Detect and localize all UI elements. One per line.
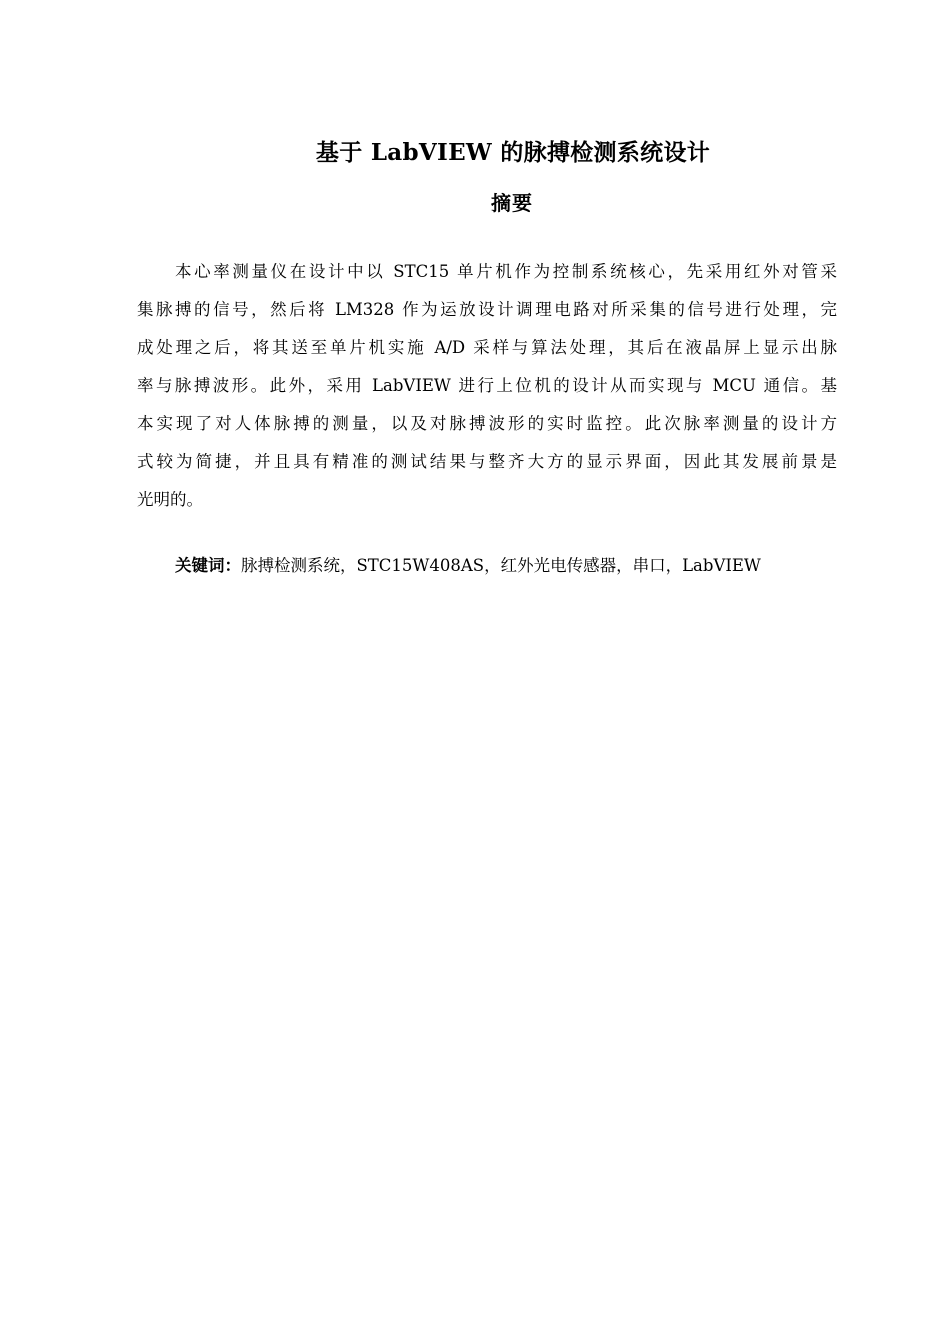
abstract-body (137, 258, 837, 524)
abstract-line: 光明的。 (137, 490, 203, 509)
keywords-text: 脉搏检测系统，STC15W408AS，红外光电传感器，串口，LabVIEW (241, 556, 761, 575)
keywords-line (175, 552, 761, 580)
keywords-label: 关键词： (175, 556, 241, 575)
abstract-line: 本实现了对人体脉搏的测量，以及对脉搏波形的实时监控。此次脉率测量的设计方 (137, 414, 837, 433)
abstract-heading: 摘要 (491, 191, 533, 215)
abstract-line: 成处理之后，将其送至单片机实施 A/D 采样与算法处理，其后在液晶屏上显示出脉 (137, 338, 837, 357)
abstract-line: 率与脉搏波形。此外，采用 LabVIEW 进行上位机的设计从而实现与 MCU 通信。基 (137, 376, 837, 395)
abstract-line: 集脉搏的信号，然后将 LM328 作为运放设计调理电路对所采集的信号进行处理，完 (137, 300, 837, 319)
abstract-line: 本心率测量仪在设计中以 STC15 单片机作为控制系统核心，先采用红外对管采 (175, 262, 837, 281)
document-title: 基于 LabVIEW 的脉搏检测系统设计 (315, 139, 711, 166)
abstract-line: 式较为简捷，并且具有精准的测试结果与整齐大方的显示界面，因此其发展前景是 (137, 452, 837, 471)
